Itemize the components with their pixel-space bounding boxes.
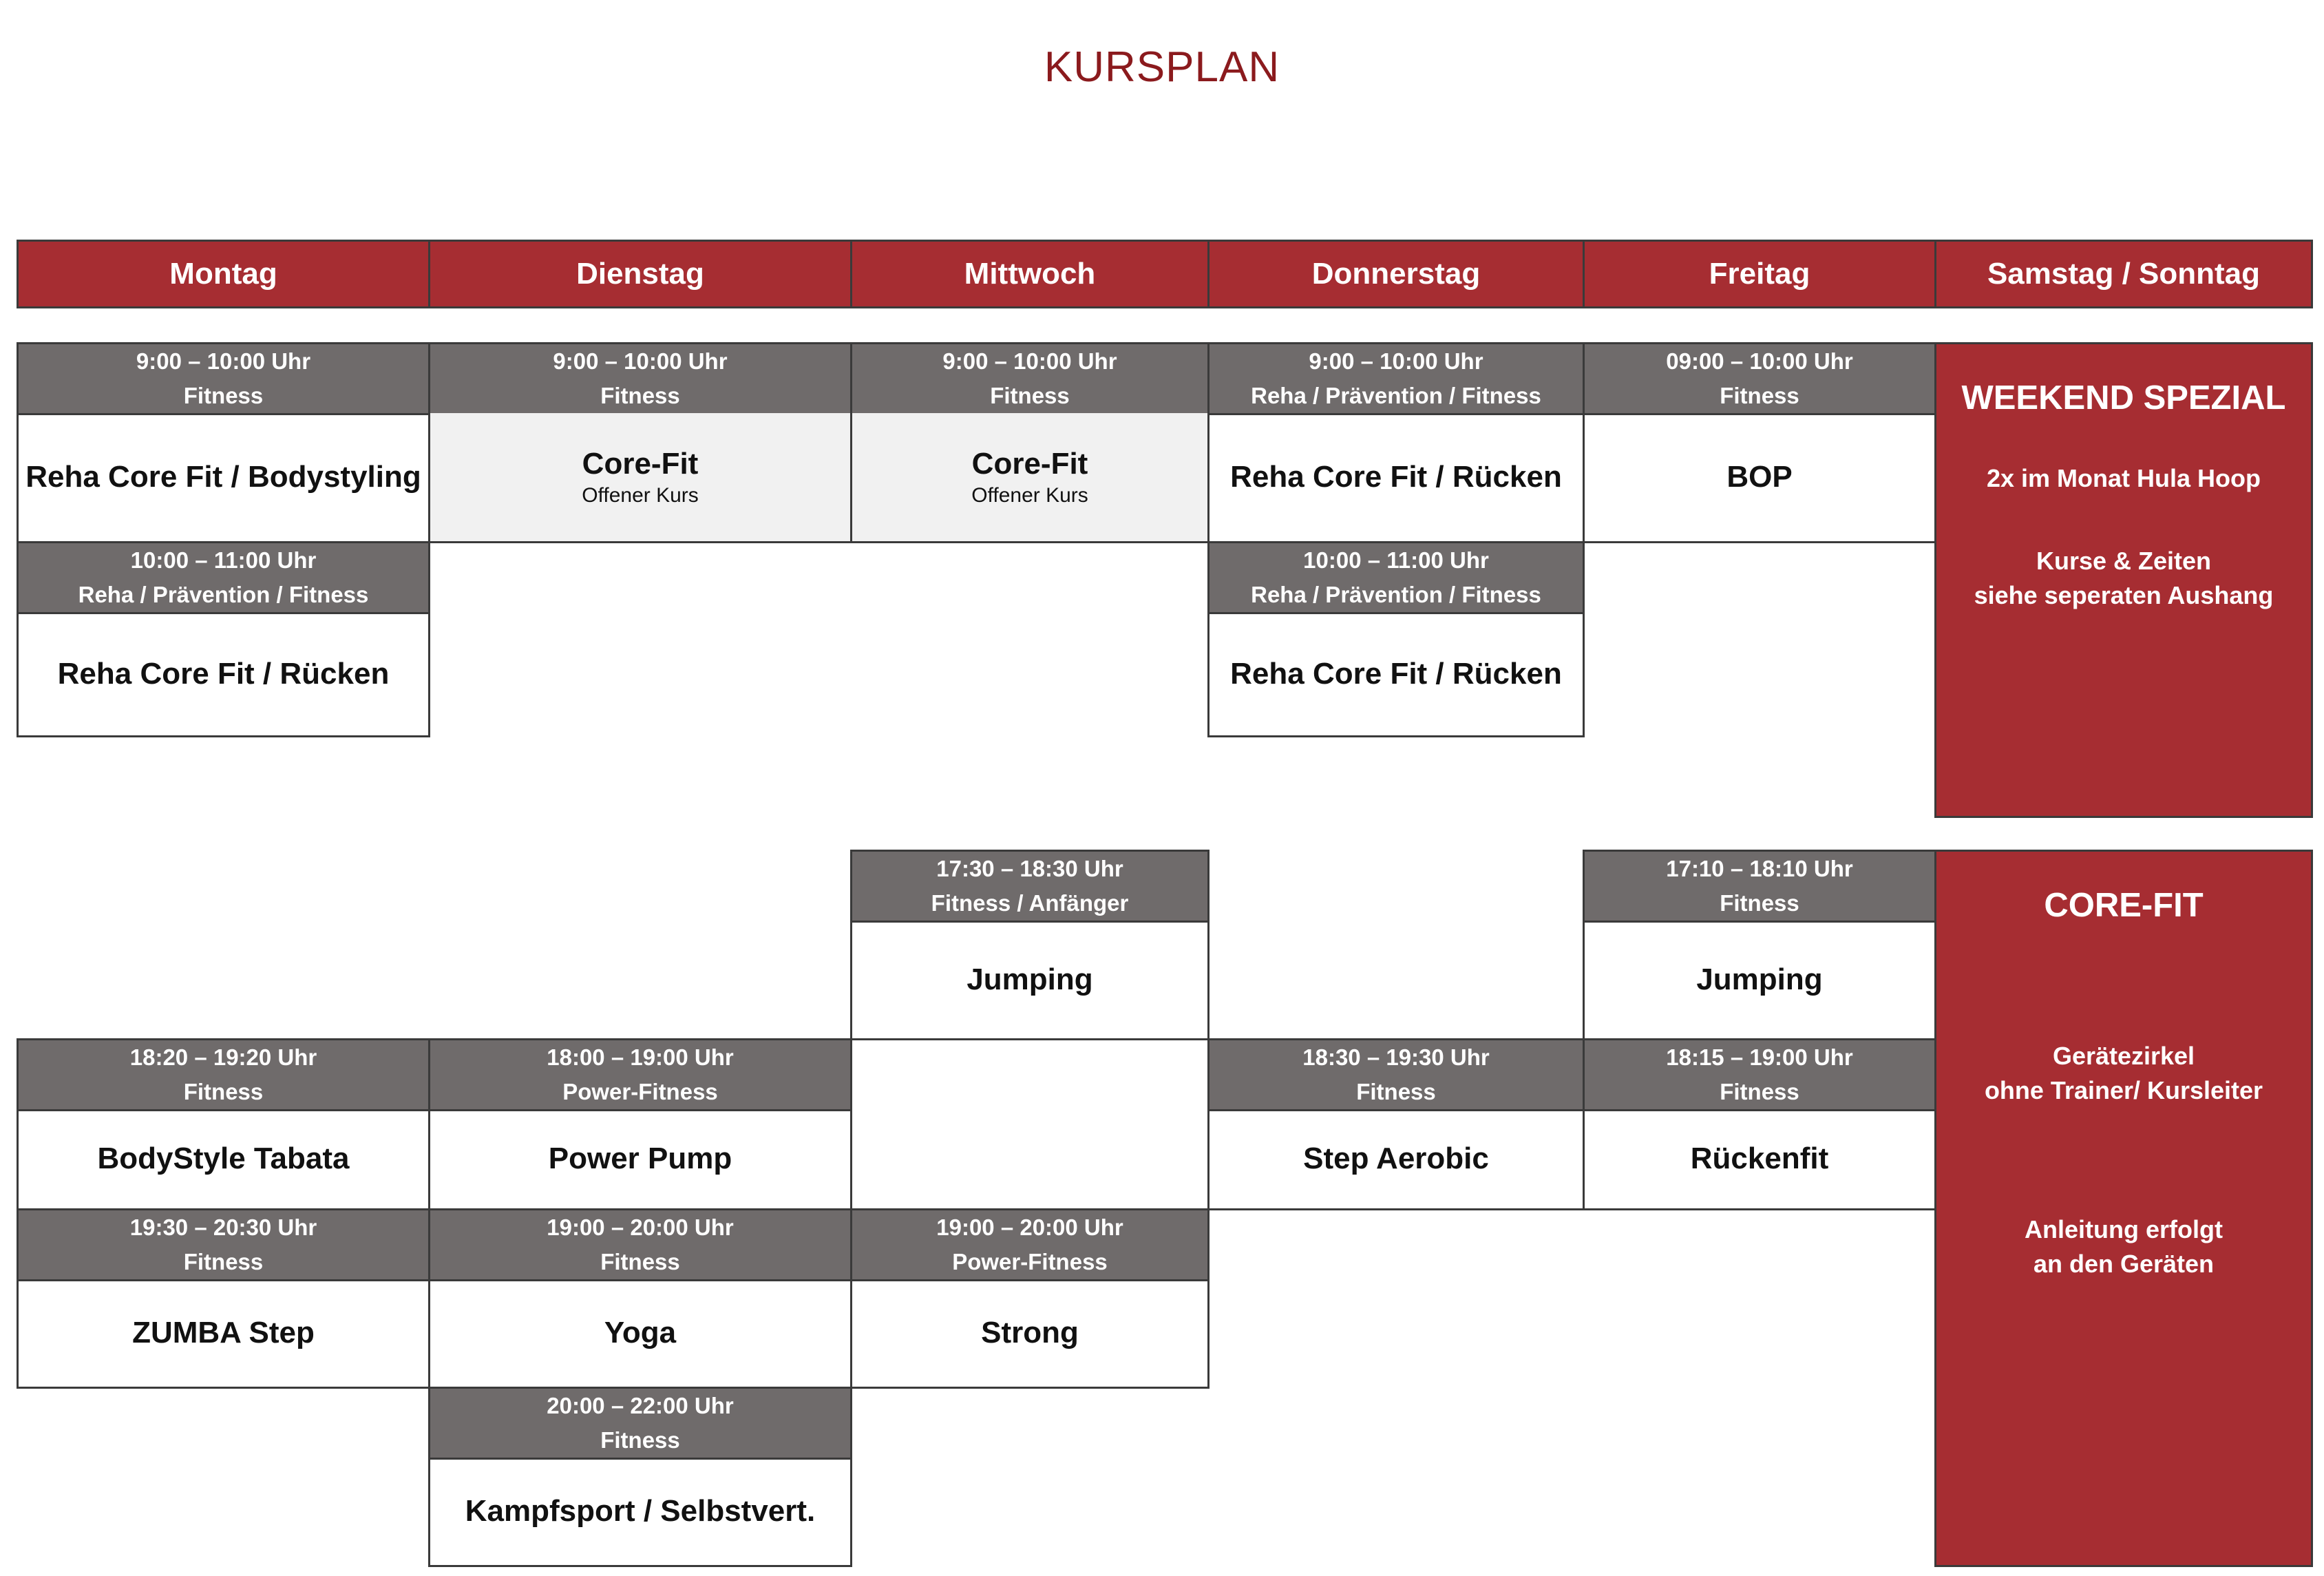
course-category: Fitness [1585, 886, 1934, 923]
course-block [850, 342, 1209, 543]
weekend-line-1: 2x im Monat Hula Hoop [1986, 464, 2261, 492]
course-body [1209, 1109, 1583, 1208]
course-body [1209, 612, 1583, 735]
day-header-freitag: Freitag [1583, 240, 1936, 308]
course-body [1585, 413, 1934, 541]
course-time: 19:00 – 20:00 Uhr [430, 1210, 850, 1247]
weekend-line-3: siehe seperaten Aushang [1974, 581, 2274, 609]
course-body [852, 921, 1207, 1038]
course-body [430, 1458, 850, 1565]
course-block [1583, 1038, 1936, 1210]
weekend-title: WEEKEND SPEZIAL [1961, 379, 2286, 417]
course-name: Reha Core Fit / Bodystyling [25, 460, 421, 494]
course-time: 10:00 – 11:00 Uhr [19, 543, 428, 580]
course-name: ZUMBA Step [132, 1316, 315, 1349]
course-name: Kampfsport / Selbstvert. [465, 1494, 816, 1528]
course-body [19, 1109, 428, 1208]
course-name: Reha Core Fit / Rücken [1230, 656, 1562, 691]
course-body [430, 1279, 850, 1387]
course-category: Fitness [1585, 379, 1934, 415]
weekend-line-2: Kurse & Zeiten [2036, 547, 2212, 575]
course-block [428, 1387, 852, 1567]
course-name: Strong [981, 1316, 1079, 1349]
course-block [17, 1038, 430, 1210]
course-name: Yoga [604, 1316, 677, 1349]
course-name: Jumping [966, 962, 1093, 996]
course-body [1585, 1109, 1934, 1208]
day-header-mittwoch: Mittwoch [850, 240, 1209, 308]
corefit-line-2: ohne Trainer/ Kursleiter [1984, 1076, 2263, 1104]
corefit-line-1: Gerätezirkel [2052, 1042, 2195, 1070]
course-block [1583, 342, 1936, 543]
course-name: Reha Core Fit / Rücken [57, 656, 390, 691]
course-body [19, 612, 428, 735]
course-body [852, 1279, 1207, 1387]
day-header-wochenende: Samstag / Sonntag [1934, 240, 2313, 308]
course-block [1207, 1038, 1585, 1210]
course-block [850, 850, 1209, 1040]
course-category: Fitness [430, 1423, 850, 1460]
course-category: Fitness [852, 379, 1207, 415]
course-body [430, 413, 850, 541]
course-name: Core-Fit [971, 447, 1088, 481]
course-note: Offener Kurs [971, 484, 1088, 507]
day-header-donnerstag: Donnerstag [1207, 240, 1585, 308]
course-category: Reha / Prävention / Fitness [19, 578, 428, 614]
course-time: 9:00 – 10:00 Uhr [1209, 344, 1583, 381]
day-header-dienstag: Dienstag [428, 240, 852, 308]
course-category: Fitness [1585, 1075, 1934, 1111]
course-block [1207, 342, 1585, 543]
course-name: Power Pump [548, 1142, 732, 1175]
course-time: 10:00 – 11:00 Uhr [1209, 543, 1583, 580]
corefit-line-3: Anleitung erfolgt [2025, 1215, 2223, 1243]
course-time: 19:00 – 20:00 Uhr [852, 1210, 1207, 1247]
course-block [428, 1208, 852, 1389]
course-time: 18:20 – 19:20 Uhr [19, 1040, 428, 1077]
corefit-line-4: an den Geräten [2033, 1250, 2215, 1278]
course-category: Fitness / Anfänger [852, 886, 1207, 923]
course-name: BodyStyle Tabata [97, 1142, 350, 1175]
course-time: 18:00 – 19:00 Uhr [430, 1040, 850, 1077]
course-name: Step Aerobic [1303, 1142, 1489, 1175]
course-category: Power-Fitness [852, 1245, 1207, 1281]
course-body [430, 1109, 850, 1208]
course-name: Reha Core Fit / Rücken [1230, 460, 1562, 494]
course-name: Core-Fit [582, 447, 699, 481]
course-name: Jumping [1696, 962, 1823, 996]
empty-cell [850, 1038, 1209, 1210]
course-category: Reha / Prävention / Fitness [1209, 379, 1583, 415]
corefit-box [1934, 850, 2313, 1567]
course-category: Fitness [19, 379, 428, 415]
course-name: BOP [1726, 460, 1793, 494]
course-time: 17:30 – 18:30 Uhr [852, 852, 1207, 888]
course-block [17, 541, 430, 737]
page-title: KURSPLAN [1044, 43, 1280, 91]
weekend-special-box [1934, 342, 2313, 818]
course-block [1583, 850, 1936, 1040]
course-body [1209, 413, 1583, 541]
course-time: 18:30 – 19:30 Uhr [1209, 1040, 1583, 1077]
course-category: Fitness [19, 1075, 428, 1111]
course-body [19, 1279, 428, 1387]
course-block [850, 1208, 1209, 1389]
course-block [1207, 541, 1585, 737]
course-time: 9:00 – 10:00 Uhr [19, 344, 428, 381]
course-time: 17:10 – 18:10 Uhr [1585, 852, 1934, 888]
course-time: 09:00 – 10:00 Uhr [1585, 344, 1934, 381]
course-note: Offener Kurs [582, 484, 699, 507]
course-category: Power-Fitness [430, 1075, 850, 1111]
course-time: 9:00 – 10:00 Uhr [430, 344, 850, 381]
course-block [428, 1038, 852, 1210]
course-body [19, 413, 428, 541]
course-category: Fitness [430, 379, 850, 415]
corefit-title: CORE-FIT [2044, 887, 2204, 924]
course-category: Fitness [19, 1245, 428, 1281]
course-category: Reha / Prävention / Fitness [1209, 578, 1583, 614]
course-time: 9:00 – 10:00 Uhr [852, 344, 1207, 381]
course-block [17, 1208, 430, 1389]
course-body [1585, 921, 1934, 1038]
course-block [17, 342, 430, 543]
course-category: Fitness [1209, 1075, 1583, 1111]
course-body [852, 413, 1207, 541]
course-category: Fitness [430, 1245, 850, 1281]
course-block [428, 342, 852, 543]
course-name: Rückenfit [1690, 1142, 1829, 1175]
course-time: 20:00 – 22:00 Uhr [430, 1389, 850, 1425]
day-header-montag: Montag [17, 240, 430, 308]
course-time: 18:15 – 19:00 Uhr [1585, 1040, 1934, 1077]
course-time: 19:30 – 20:30 Uhr [19, 1210, 428, 1247]
